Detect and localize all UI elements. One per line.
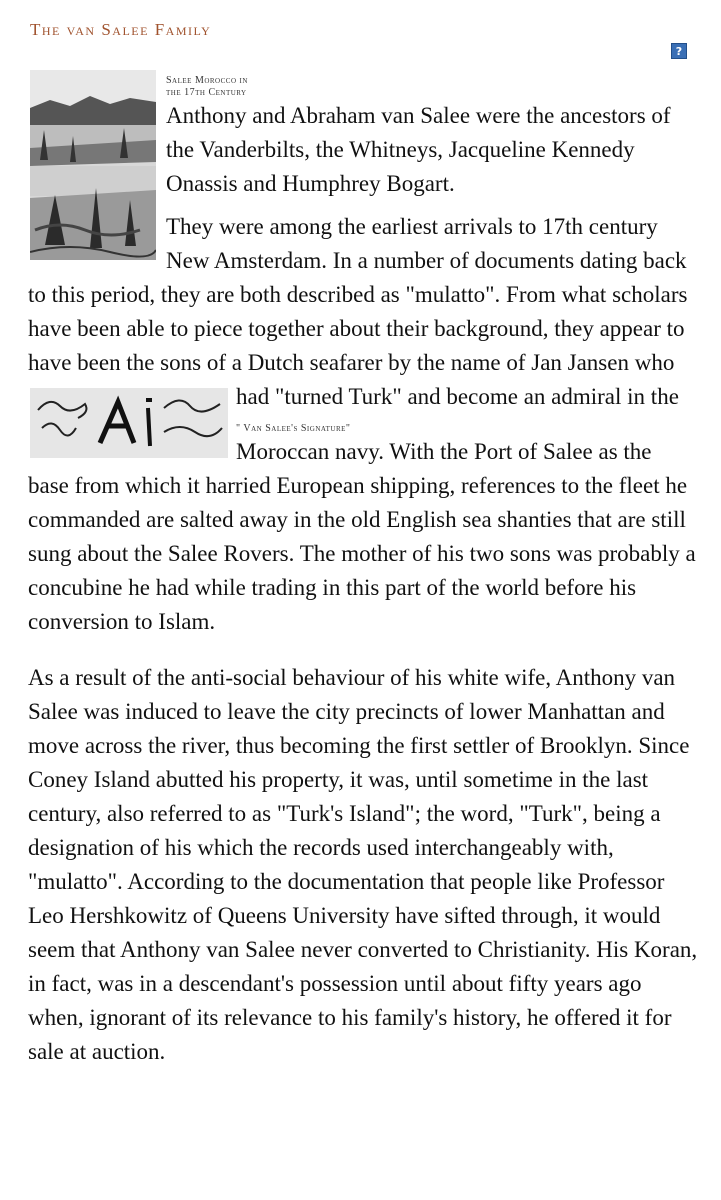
signature-figure [30,388,230,458]
article [28,66,698,1078]
salee-engraving-image [30,70,156,260]
paragraph-2-text-start: They were among the earliest arrivals to 17th century New Amsterdam. In a number of documents dating back to this period, they are both described as "mulatto". From what scholars have been able to piece together about their background, they appear to have been the sons of a Dutch seafarer by the name of Jan Jansen who had "turned Turk" and become an admiral in the [28,214,688,409]
morocco-caption-line-2: the 17th Century [166,87,247,98]
paragraph-1-text: Anthony and Abraham van Salee were the ancestors of the Vanderbilts, the Whitneys, Jacqueline Kennedy Onassis and Humphrey Bogart. [166,103,671,196]
morocco-caption-line-1: Salee Morocco in [166,75,248,86]
help-icon[interactable]: ? [671,43,687,59]
page-title: The van Salee Family [30,20,212,39]
morocco-figure [30,70,158,260]
paragraph-3: As a result of the anti-social behaviour of his white wife, Anthony van Salee was induced to leave the city precincts of lower Manhattan and move across the river, thus becoming the first settler of Brooklyn. Since Coney Island abutted his property, it was, until sometime in the last century, also referred to as "Turk's Island"; the word, "Turk", being a designation of his which the records used interchangeably with, "mulatto". According to the documentation that people like Professor Leo Hershkowitz of Queens University have sifted through, it would seem that Anthony van Salee never converted to Christianity. His Koran, in fact, was in a descendant's possession until about fifty years ago when, ignorant of its relevance to his family's history, he offered it for sale at auction. [28,665,698,1064]
signature-caption: " Van Salee's Signature" [236,423,351,434]
signature-image [30,388,228,458]
paragraph-2-text-end: Moroccan navy. With the Port of Salee as the base from which it harried European shipping, references to the fleet he commanded are salted away in the old English sea shanties that are still sung about the Salee Rovers. The mother of his two sons was probably a concubine he had while trading in this part of the world before his conversion to Islam. [28,439,696,634]
